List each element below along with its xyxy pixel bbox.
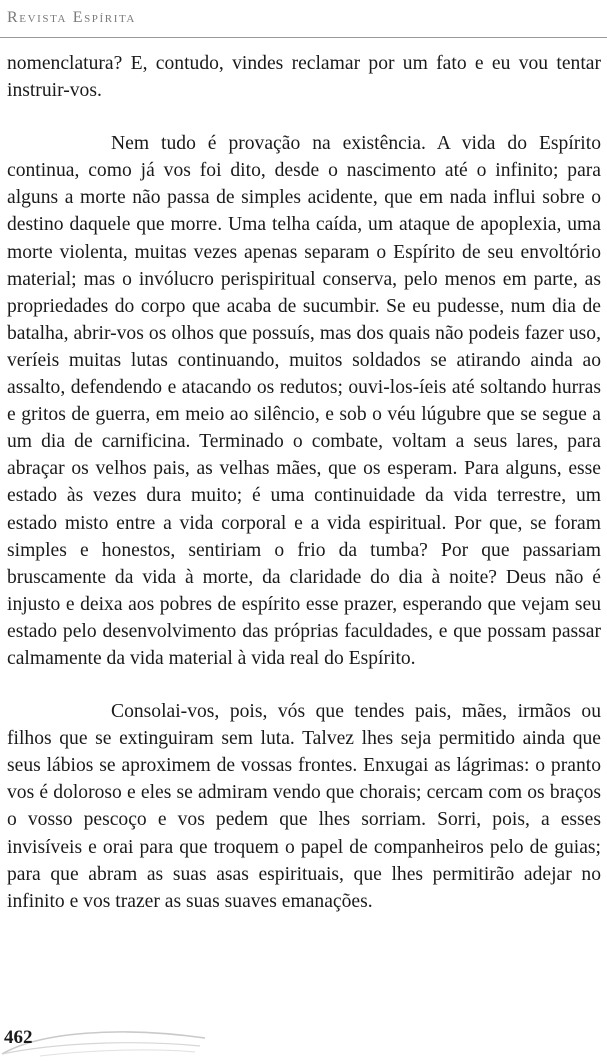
- paragraph-continued: nomenclatura? E, contudo, vindes reclamar por um fato e eu vou tentar instruir-vos.: [7, 53, 601, 102]
- header-rule: [0, 37, 607, 38]
- paragraph-indented: Nem tudo é provação na existência. A vida do Espírito continua, como já vos foi dito, desde o nascimento até o infinito; para alguns a morte não passa de simples acidente, que em nada influi sobre o destino daquele que morre. Uma telha caída, um ataque de apoplexia, uma morte violenta, muitas vezes apenas separam o Espírito de seu envoltório material; mas o invólucro perispiritual conserva, pelo menos em parte, as propriedades do corpo que acaba de sucumbir. Se eu pudesse, num dia de batalha, abrir-vos os olhos que possuís, mas dos quais não podeis fazer uso, veríeis muitas lutas continuando, muitos soldados se atirando ainda ao assalto, defendendo e atacando os redutos; ouvi-los-íeis até soltando hurras e gritos de guerra, em meio ao silêncio, e sob o véu lúgubre que se segue a um dia de carnificina. Terminado o combate, voltam a seus lares, para abraçar os velhos pais, as velhas mães, que os esperam. Para alguns, esse estado às vezes dura muito; é uma continuidade da vida terrestre, um estado misto entre a vida corporal e a vida espiritual. Por que, se foram simples e honestos, sentiriam o frio da tumba? Por que passariam bruscamente da vida à morte, da claridade do dia à noite? Deus não é injusto e deixa aos pobres de espírito esse prazer, esperando que vejam seu estado pelo desenvolvimento das próprias faculdades, e que possam passar calmamente da vida material à vida real do Espírito.: [7, 133, 601, 669]
- body-text: [7, 50, 601, 915]
- paragraph-indented: Consolai-vos, pois, vós que tendes pais, mães, irmãos ou filhos que se extinguiram sem luta. Talvez lhes seja permitido ainda que seus lábios se aproximem de vossas frontes. Enxugai as lágrimas: o pranto vos é doloroso e eles se admiram vendo que chorais; cercam com os braços o vosso pescoço e vos pedem que lhes sorriam. Sorri, pois, a esses invisíveis e orai para que troquem o papel de companheiros pelo de guias; para que abram as suas asas espirituais, que lhes permitirão adejar no infinito e vos trazer as suas suaves emanações.: [7, 701, 601, 912]
- running-head: Revista Espírita: [7, 9, 136, 26]
- page-number: 462: [4, 1027, 33, 1048]
